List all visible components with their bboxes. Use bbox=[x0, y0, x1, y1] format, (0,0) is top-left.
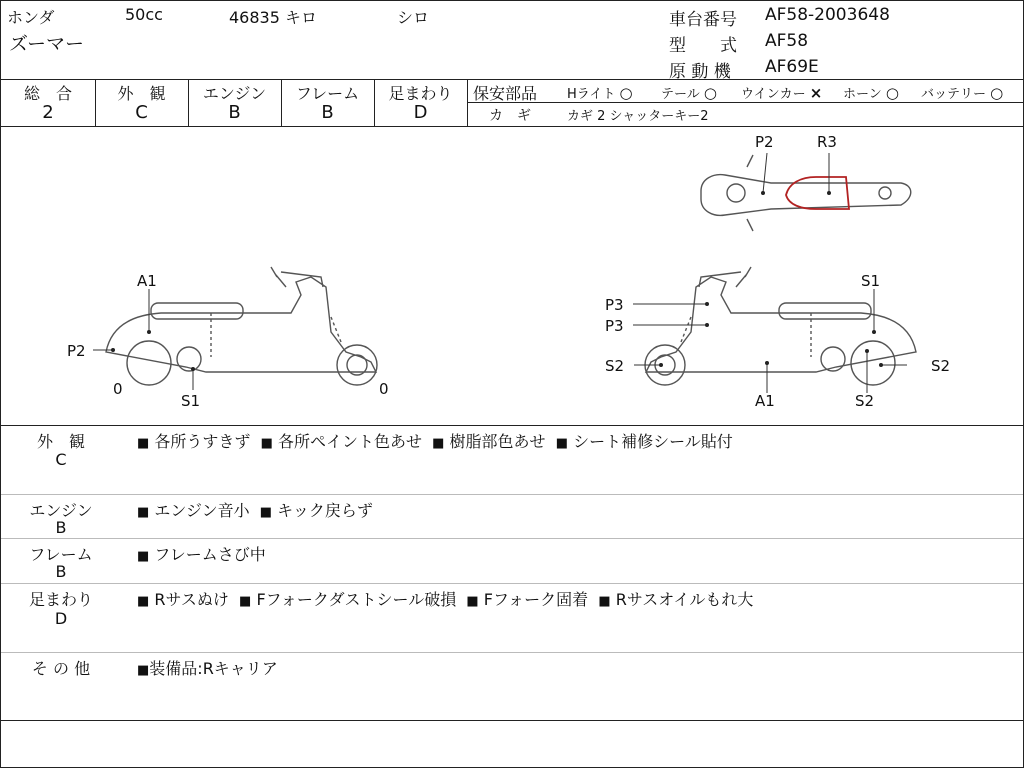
label-left-zero-1: 0 bbox=[113, 380, 123, 398]
label-right-s2c: S2 bbox=[855, 392, 875, 410]
label-right-p3a: P3 bbox=[605, 296, 624, 314]
damage-outline-r3 bbox=[786, 177, 849, 209]
safety-item-battery: バッテリー ○ bbox=[921, 84, 1004, 102]
label-top-p2: P2 bbox=[755, 133, 774, 151]
section-exterior-items: ■ 各所うすきず ■ 各所ペイント色あせ ■ 樹脂部色あせ ■ シート補修シール貼付 bbox=[137, 432, 733, 451]
divider bbox=[1, 79, 1023, 80]
label-left-s1: S1 bbox=[181, 392, 201, 410]
grade-suspension: D bbox=[413, 102, 428, 123]
section-frame-title: フレーム bbox=[29, 545, 93, 564]
section-exterior-title: 外 観 bbox=[36, 432, 85, 451]
safety-item-winker: ウインカー × bbox=[741, 84, 823, 102]
label-left-p2: P2 bbox=[67, 342, 86, 360]
divider bbox=[467, 102, 1023, 103]
key-value: カギ 2 シャッターキー2 bbox=[567, 109, 709, 124]
section-suspension-grade: D bbox=[54, 609, 68, 628]
grade-header-frame: フレーム bbox=[295, 84, 360, 103]
section-engine-title: エンジン bbox=[29, 501, 93, 520]
grade-exterior: C bbox=[135, 102, 148, 123]
type-value: AF58 bbox=[765, 31, 809, 51]
safety-title: 保安部品 bbox=[473, 84, 538, 103]
divider bbox=[1, 494, 1023, 495]
section-other-items: ■装備品:Rキャリア bbox=[137, 659, 278, 678]
label-left-a1: A1 bbox=[137, 272, 157, 290]
divider bbox=[1, 720, 1023, 721]
grade-header-overall: 総 合 bbox=[23, 84, 72, 103]
displacement: 50cc bbox=[125, 5, 163, 24]
divider bbox=[1, 425, 1023, 426]
label-right-s2a: S2 bbox=[605, 357, 625, 375]
section-other-title: そ の 他 bbox=[31, 659, 91, 678]
scooter-diagram bbox=[1, 127, 1023, 425]
safety-item-headlight: Hライト ○ bbox=[567, 84, 633, 102]
divider bbox=[1, 583, 1023, 584]
grade-frame: B bbox=[321, 102, 334, 123]
mileage: 46835 キロ bbox=[229, 8, 317, 27]
model-name: ズーマー bbox=[9, 33, 85, 55]
divider bbox=[1, 652, 1023, 653]
grade-header-engine: エンジン bbox=[202, 84, 267, 103]
engine-label: 原 動 機 bbox=[669, 62, 731, 82]
section-frame-grade: B bbox=[55, 562, 67, 581]
section-suspension-title: 足まわり bbox=[28, 590, 93, 609]
type-label: 型 式 bbox=[669, 36, 737, 56]
section-exterior-grade: C bbox=[55, 450, 67, 469]
grade-header-suspension: 足まわり bbox=[388, 84, 453, 103]
label-right-p3b: P3 bbox=[605, 317, 624, 335]
label-right-s2b: S2 bbox=[931, 357, 951, 375]
maker: ホンダ bbox=[7, 8, 55, 27]
scooter-top-view bbox=[701, 155, 911, 231]
label-top-r3: R3 bbox=[817, 133, 837, 151]
label-left-zero-2: 0 bbox=[379, 380, 389, 398]
section-frame-items: ■ フレームさび中 bbox=[137, 545, 266, 564]
section-engine-items: ■ エンジン音小 ■ キック戻らず bbox=[137, 501, 373, 520]
section-engine-grade: B bbox=[55, 518, 67, 537]
divider bbox=[1, 538, 1023, 539]
grade-header-exterior: 外 観 bbox=[117, 84, 166, 103]
grade-engine: B bbox=[228, 102, 241, 123]
engine-value: AF69E bbox=[765, 57, 819, 77]
label-right-a1: A1 bbox=[755, 392, 775, 410]
key-label: カ ギ bbox=[489, 108, 531, 124]
safety-item-horn: ホーン ○ bbox=[843, 84, 899, 102]
safety-item-tail: テール ○ bbox=[661, 84, 717, 102]
color: シロ bbox=[397, 8, 430, 27]
frame-no-label: 車台番号 bbox=[669, 10, 737, 30]
section-suspension-items: ■ Rサスぬけ ■ Fフォークダストシール破損 ■ Fフォーク固着 ■ Rサスオイルもれ大 bbox=[137, 590, 754, 609]
frame-no: AF58-2003648 bbox=[765, 5, 890, 25]
label-right-s1: S1 bbox=[861, 272, 881, 290]
grade-overall: 2 bbox=[42, 102, 54, 123]
